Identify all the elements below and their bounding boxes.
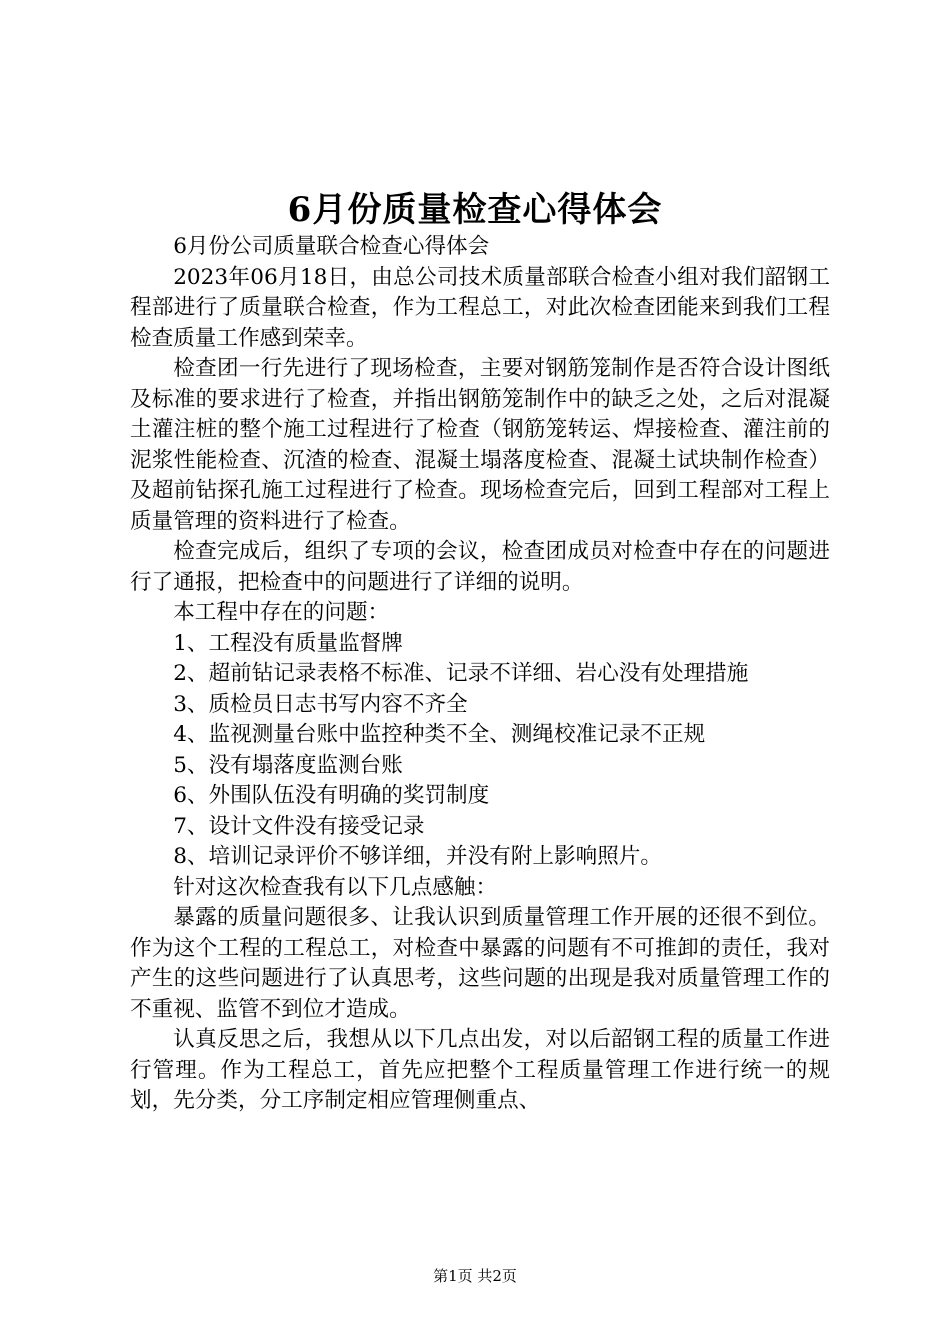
- list-item: 5、没有塌落度监测台账: [173, 752, 403, 778]
- paragraph: 针对这次检查我有以下几点感触：: [173, 874, 498, 900]
- list-item: 7、设计文件没有接受记录: [173, 813, 425, 839]
- list-item: 4、监视测量台账中监控种类不全、测绳校准记录不正规: [173, 722, 706, 747]
- paragraph: 2023年06月18日，由总公司技术质量部联合检查小组对我们韶钢工程部进行了质量联合检查，作为工程总工，对此次检查团能来到我们工程检查质量工作感到荣幸。: [130, 264, 830, 351]
- list-item: 6、外围队伍没有明确的奖罚制度: [173, 783, 490, 808]
- paragraph: 暴露的质量问题很多、让我认识到质量管理工作开展的还很不到位。作为这个工程的工程总工，对检查中暴露的问题有不可推卸的责任，我对产生的这些问题进行了认真思考，这些问题的出现是我对质量管理工作的不重视、监管不到位才造成。: [130, 905, 830, 1022]
- list-item: 2、超前钻记录表格不标准、记录不详细、岩心没有处理措施: [173, 661, 749, 686]
- list-item: 1、工程没有质量监督牌: [173, 630, 403, 656]
- list-item: 8、培训记录评价不够详细，并没有附上影响照片。: [173, 844, 662, 869]
- paragraph-subtitle: 6月份公司质量联合检查心得体会: [173, 234, 490, 259]
- paragraph: 检查团一行先进行了现场检查，主要对钢筋笼制作是否符合设计图纸及标准的要求进行了检查，并指出钢筋笼制作中的缺乏之处，之后对混凝土灌注桩的整个施工过程进行了检查（钢筋笼转运、焊接检查、灌注前的泥浆性能检查、沉渣的检查、混凝土塌落度检查、混凝土试块制作检查）及超前钻探孔施工过程进行了检查。现场检查完后，回到工程部对工程上质量管理的资料进行了检查。: [130, 356, 830, 534]
- paragraph: 本工程中存在的问题：: [173, 600, 390, 625]
- document-body: [130, 232, 830, 1117]
- paragraph: 认真反思之后，我想从以下几点出发，对以后韶钢工程的质量工作进行管理。作为工程总工，首先应把整个工程质量管理工作进行统一的规划，先分类，分工序制定相应管理侧重点、: [130, 1027, 830, 1113]
- list-item: 3、质检员日志书写内容不齐全: [173, 691, 468, 717]
- paragraph: 检查完成后，组织了专项的会议，检查团成员对检查中存在的问题进行了通报，把检查中的问题进行了详细的说明。: [130, 539, 830, 595]
- page-footer: 第1页 共2页: [433, 1267, 517, 1285]
- document-title: 6月份质量检查心得体会: [287, 190, 663, 230]
